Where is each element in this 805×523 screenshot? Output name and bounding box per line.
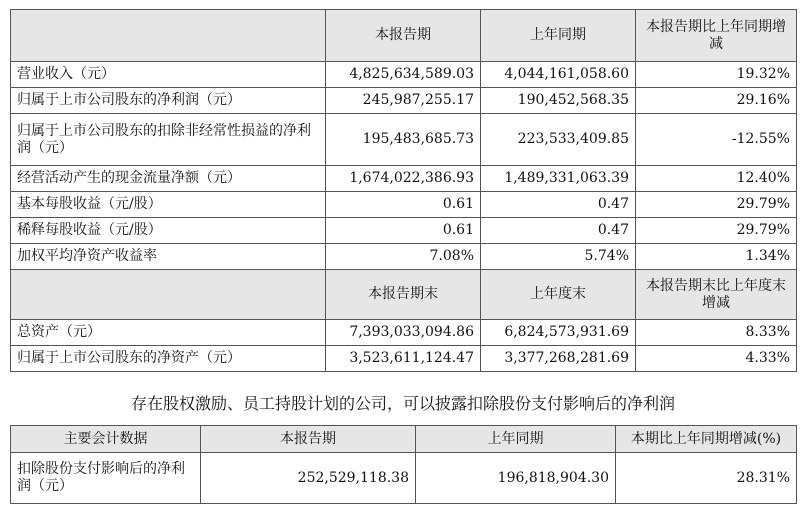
row-label: 扣除股份支付影响后的净利润（元） (11, 453, 201, 504)
row-label: 经营活动产生的现金流量净额（元） (11, 166, 326, 192)
row-label: 归属于上市公司股东的扣除非经常性损益的净利润（元） (11, 114, 326, 166)
header-cell-change-period-end: 本报告期末比上年度末增减 (636, 270, 797, 320)
header-cell-change: 本报告期比上年同期增减 (636, 10, 797, 62)
table-row (11, 88, 797, 114)
row-label: 基本每股收益（元/股） (11, 192, 326, 218)
cell-prior: 4,044,161,058.60 (481, 62, 636, 88)
table-row (11, 453, 797, 504)
header-cell-period-end: 本报告期末 (326, 270, 481, 320)
table-row (11, 244, 797, 270)
header-cell-prior-period: 上年同期 (481, 10, 636, 62)
cell-change: 1.34% (636, 244, 797, 270)
header-row (11, 426, 797, 453)
cell-current: 252,529,118.38 (201, 453, 416, 504)
row-label: 营业收入（元） (11, 62, 326, 88)
note-text: 存在股权激励、员工持股计划的公司，可以披露扣除股份支付影响后的净利润 (130, 394, 675, 413)
cell-current: 245,987,255.17 (326, 88, 481, 114)
cell-change: 8.33% (636, 320, 797, 346)
table-row (11, 192, 797, 218)
cell-current: 1,674,022,386.93 (326, 166, 481, 192)
cell-prior: 196,818,904.30 (416, 453, 616, 504)
table-row (11, 166, 797, 192)
header-cell-prior-period: 上年同期 (416, 426, 616, 453)
table-row (11, 346, 797, 372)
cell-prior: 223,533,409.85 (481, 114, 636, 166)
table-row (11, 62, 797, 88)
cell-prior: 5.74% (481, 244, 636, 270)
cell-prior: 1,489,331,063.39 (481, 166, 636, 192)
header-cell-prior-year-end: 上年度末 (481, 270, 636, 320)
header-row-period-end (11, 270, 797, 320)
row-label: 归属于上市公司股东的净资产（元） (11, 346, 326, 372)
cell-change: 29.79% (636, 218, 797, 244)
cell-prior: 0.47 (481, 192, 636, 218)
cell-current: 195,483,685.73 (326, 114, 481, 166)
row-label: 加权平均净资产收益率 (11, 244, 326, 270)
cell-current: 4,825,634,589.03 (326, 62, 481, 88)
cell-prior: 3,377,268,281.69 (481, 346, 636, 372)
cell-current: 3,523,611,124.47 (326, 346, 481, 372)
table-row (11, 114, 797, 166)
cell-prior: 6,824,573,931.69 (481, 320, 636, 346)
header-row (11, 10, 797, 62)
cell-change: 29.16% (636, 88, 797, 114)
table-row (11, 320, 797, 346)
header-cell-main-data: 主要会计数据 (11, 426, 201, 453)
header-cell-empty (11, 270, 326, 320)
header-cell-current-period: 本报告期 (326, 10, 481, 62)
row-label: 归属于上市公司股东的净利润（元） (11, 88, 326, 114)
cell-change: -12.55% (636, 114, 797, 166)
cell-prior: 190,452,568.35 (481, 88, 636, 114)
cell-prior: 0.47 (481, 218, 636, 244)
cell-change: 29.79% (636, 192, 797, 218)
cell-current: 0.61 (326, 218, 481, 244)
cell-change: 28.31% (616, 453, 797, 504)
header-cell-empty (11, 10, 326, 62)
header-cell-change: 本期比上年同期增减(%) (616, 426, 797, 453)
cell-change: 4.33% (636, 346, 797, 372)
cell-change: 19.32% (636, 62, 797, 88)
row-label: 总资产（元） (11, 320, 326, 346)
row-label: 稀释每股收益（元/股） (11, 218, 326, 244)
cell-current: 7,393,033,094.86 (326, 320, 481, 346)
header-cell-current-period: 本报告期 (201, 426, 416, 453)
financial-summary-table (10, 9, 797, 372)
table-row (11, 218, 797, 244)
cell-current: 7.08% (326, 244, 481, 270)
cell-current: 0.61 (326, 192, 481, 218)
cell-change: 12.40% (636, 166, 797, 192)
share-payment-adjusted-table (10, 425, 797, 504)
